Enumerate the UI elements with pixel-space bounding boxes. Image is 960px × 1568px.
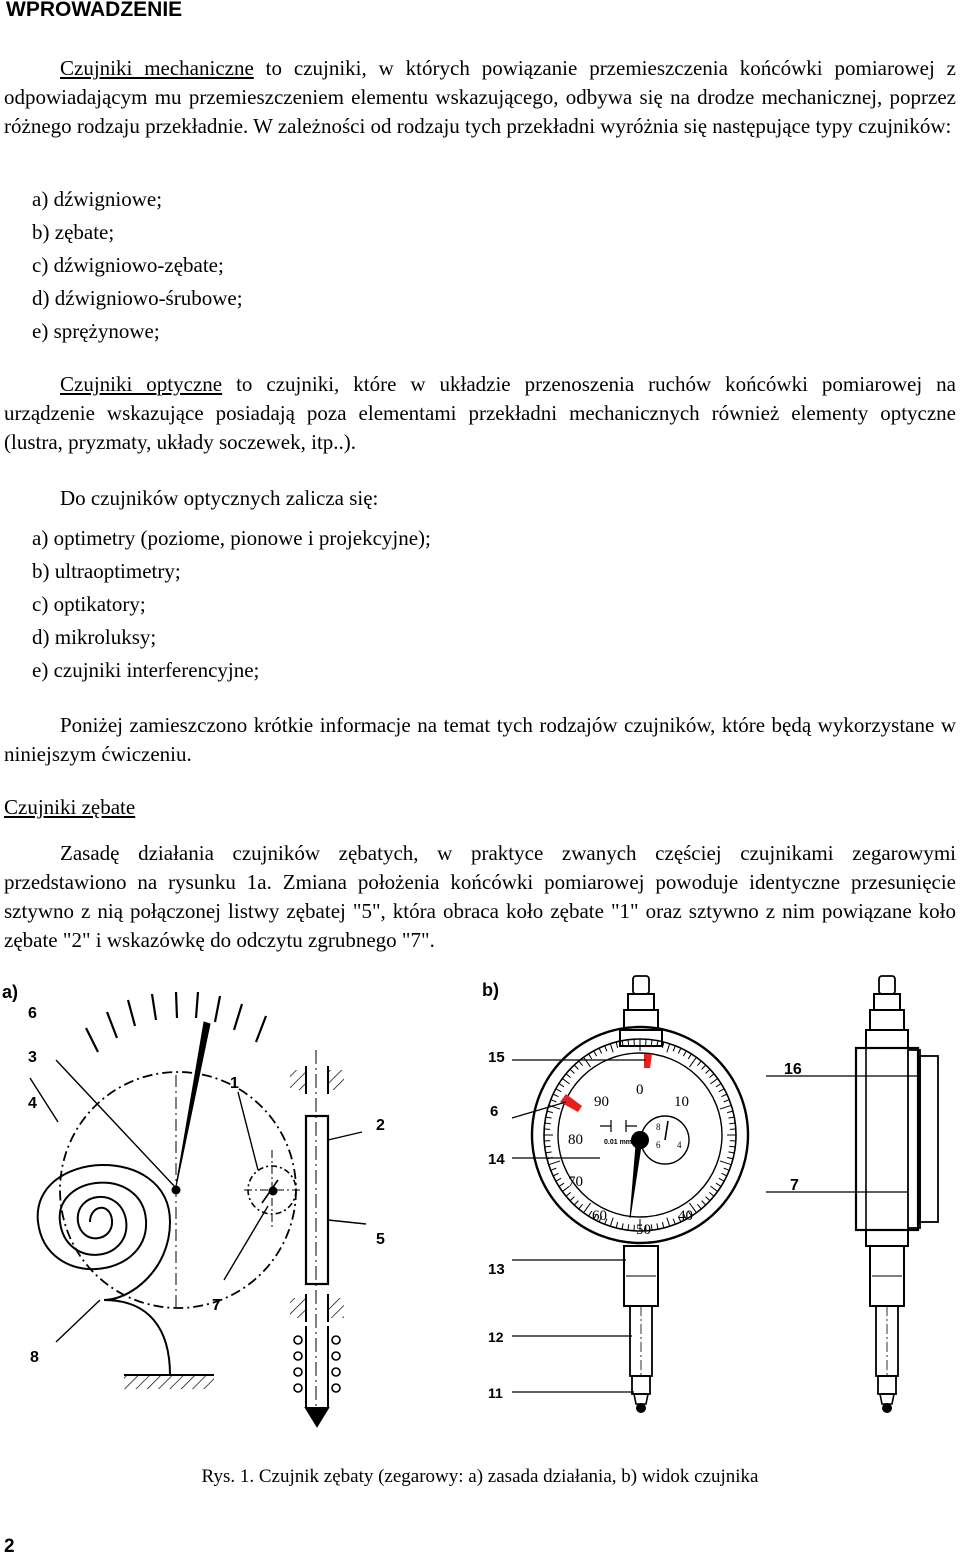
dial-tick	[651, 1224, 652, 1230]
tolerance-marker	[644, 1054, 652, 1068]
optical-term: Czujniki optyczne	[60, 372, 223, 396]
mechanical-types-list	[32, 183, 243, 348]
dial-tick	[729, 1123, 735, 1124]
diagram-principle	[30, 992, 366, 1426]
dial-tick	[728, 1117, 734, 1118]
dial-tick	[673, 1046, 675, 1052]
dial-tick	[628, 1224, 629, 1230]
dial-tick	[574, 1065, 578, 1069]
gauge-front-view	[512, 976, 748, 1412]
callout-label: 12	[488, 1329, 504, 1345]
dial-tick	[724, 1100, 730, 1102]
dial-tick	[549, 1161, 560, 1165]
dial-tick	[546, 1152, 552, 1153]
dial-tick	[720, 1105, 731, 1109]
dial-tick	[628, 1040, 629, 1046]
gauge-labels	[482, 980, 802, 1401]
dial-tick	[657, 1223, 658, 1229]
dial-tick	[553, 1173, 558, 1176]
dial-tick	[610, 1218, 613, 1227]
callout-label: 15	[488, 1049, 505, 1066]
dial-tick	[724, 1168, 730, 1170]
dial-gauge-paragraph	[4, 839, 956, 955]
optical-intro-text: Do czujników optycznych zalicza się:	[60, 486, 379, 510]
dial-tick	[622, 1223, 623, 1229]
optical-paragraph	[4, 370, 956, 457]
dial-tick	[562, 1079, 569, 1084]
dial-tick	[709, 1192, 714, 1196]
dial-tick	[570, 1069, 574, 1073]
callout-label: 7	[790, 1177, 799, 1194]
dial-tick	[719, 1089, 724, 1092]
dial-tick	[570, 1197, 574, 1201]
dial-tick	[706, 1069, 710, 1073]
dial-tick	[545, 1146, 551, 1147]
mechanical-term: Czujniki mechaniczne	[60, 56, 254, 80]
callout-label: 5	[376, 1231, 385, 1248]
callout-label: 7	[212, 1297, 221, 1314]
dial-tick	[683, 1051, 686, 1056]
dial-tick	[545, 1123, 551, 1124]
main-needle	[630, 1145, 641, 1218]
dial-tick	[579, 1061, 583, 1066]
rack	[306, 1116, 328, 1284]
dial-tick	[662, 1222, 663, 1228]
dial-tick	[553, 1094, 558, 1097]
dial-tick	[667, 1044, 670, 1053]
dial-tick	[616, 1042, 617, 1048]
callout-label: 16	[784, 1061, 802, 1078]
mechanical-text: to czujniki, w których powiązanie przemieszczenia końcówki pomiarowej z odpowiadającym mu przemieszczeniem elementu wskazującego, odbywa się na drodze mechanicznej, poprzez różnego rodzaju przekładnie. W zależności od rodzaju tych przekładni wyróżnia się następujące typy czujników:	[4, 56, 956, 138]
figure-caption: Rys. 1. Czujnik zębaty (zegarowy: a) zasada działania, b) widok czujnika	[201, 1466, 759, 1487]
dial-number: 60	[592, 1208, 607, 1224]
dial-tick	[551, 1100, 557, 1102]
dial-tick	[678, 1048, 681, 1053]
dial-tick	[697, 1061, 701, 1066]
list-item: d) dźwigniowo-śrubowe;	[32, 286, 243, 310]
dial-tick	[559, 1084, 564, 1087]
ball-bearings	[294, 1336, 340, 1392]
dial-tick	[574, 1201, 578, 1205]
small-dial-number: 4	[677, 1140, 682, 1150]
page-number: 2	[4, 1536, 15, 1557]
dial-tick	[706, 1197, 710, 1201]
dial-tick	[579, 1204, 583, 1209]
callout-label: 13	[488, 1261, 505, 1278]
below-text: Poniżej zamieszczono krótkie informacje na temat tych rodzajów czujników, które będą wykorzystane w niniejszym ćwiczeniu.	[4, 713, 956, 766]
list-item: a) optimetry (poziome, pionowe i projekcyjne);	[32, 526, 431, 550]
dial-tick	[728, 1152, 734, 1153]
callout-label: 6	[28, 1005, 37, 1022]
dial-tick	[551, 1168, 557, 1170]
list-item: b) ultraoptimetry;	[32, 559, 181, 583]
dial-tick	[721, 1173, 726, 1176]
dial-tick	[689, 1057, 696, 1067]
callout-label: 2	[376, 1117, 385, 1134]
list-item: d) mikroluksy;	[32, 625, 157, 649]
dial-tick	[697, 1204, 701, 1209]
dial-tick	[599, 1048, 602, 1053]
dial-tick	[584, 1203, 591, 1213]
dial-tick	[716, 1183, 721, 1186]
dial-number: 10	[674, 1094, 689, 1110]
dial-tick	[546, 1117, 552, 1118]
dial-tick	[727, 1157, 733, 1158]
dial-tick	[589, 1054, 592, 1059]
list-item: e) sprężynowe;	[32, 319, 160, 343]
callout-label: 14	[488, 1151, 505, 1168]
mechanical-paragraph	[4, 54, 956, 141]
list-item: e) czujniki interferencyjne;	[32, 658, 260, 682]
dial-tick	[729, 1146, 735, 1147]
dial-unit-label: 0.01 mm	[604, 1139, 633, 1146]
dial-tick	[709, 1074, 714, 1078]
callout-label: 4	[28, 1095, 37, 1112]
spiral-spring	[38, 1165, 170, 1375]
list-item: c) optikatory;	[32, 592, 146, 616]
list-item: c) dźwigniowo-zębate;	[32, 253, 224, 277]
dial-tick	[719, 1178, 724, 1181]
dial-tick	[547, 1111, 553, 1112]
scale-ticks	[86, 992, 266, 1052]
dial-number: 0	[636, 1082, 644, 1098]
dial-tick	[584, 1057, 591, 1067]
dial-tick	[616, 1222, 617, 1228]
dial-tick	[594, 1051, 597, 1056]
dial-tick	[651, 1040, 652, 1046]
dial-number: 80	[568, 1132, 583, 1148]
callout-label: 11	[488, 1385, 503, 1401]
dial-tick	[710, 1079, 717, 1084]
dial-tick	[610, 1044, 613, 1053]
optical-types-list	[32, 522, 431, 687]
optical-intro-paragraph	[4, 484, 956, 513]
subsection-title: Czujniki zębate	[4, 795, 136, 819]
dial-tick	[667, 1218, 670, 1227]
figure-drawing	[0, 970, 960, 1450]
section-heading: WPROWADZENIE	[6, 0, 183, 21]
dial-tick	[605, 1046, 607, 1052]
dial-tick	[566, 1074, 571, 1078]
callout-label: 8	[30, 1349, 39, 1366]
dial-number: 40	[678, 1208, 693, 1224]
callout-label: 1	[230, 1075, 239, 1092]
dial-number: 70	[568, 1174, 583, 1190]
dial-tick	[727, 1111, 733, 1112]
dial-tick	[721, 1094, 726, 1097]
figure-part-a-label: a)	[2, 982, 19, 1002]
dial-number: 50	[636, 1222, 651, 1238]
list-item: a) dźwigniowe;	[32, 187, 163, 211]
dial-tick	[702, 1065, 706, 1069]
callout-label: 3	[28, 1049, 37, 1066]
dial-tick	[716, 1084, 721, 1087]
dial-tick	[688, 1054, 691, 1059]
small-dial-number: 6	[656, 1140, 661, 1150]
list-item: b) zębate;	[32, 220, 115, 244]
dial-number: 90	[594, 1094, 609, 1110]
optical-text: to czujniki, które w układzie przenoszenia ruchów końcówki pomiarowej na urządzenie wskazujące posiadają poza elementami przekładni mechanicznych również elementy optyczne (lustra, pryzmaty, układy soczewek, itp..).	[4, 372, 956, 454]
dial-tick	[556, 1089, 561, 1092]
dial-tick	[559, 1183, 564, 1186]
below-paragraph	[4, 711, 956, 769]
dial-tick	[702, 1201, 706, 1205]
dial-tick	[673, 1219, 675, 1225]
dial-tick	[556, 1178, 561, 1181]
figure-dial-gauge	[0, 970, 960, 1450]
dial-gauge-text: Zasadę działania czujników zębatych, w praktyce zwanych częściej czujnikami zegarowymi przedstawiono na rysunku 1a. Zmiana położenia końcówki pomiarowej powoduje identyczne przesunięcie sztywno z nią połączonej listwy zębatej "5", która obraca koło zębate "1" oraz sztywno z nim powiązane koło zębate "2" i wskazówkę do odczytu zgrubnego "7".	[4, 841, 956, 952]
dial-tick	[720, 1161, 731, 1165]
dial-tick	[710, 1186, 717, 1191]
pointer	[175, 1022, 210, 1192]
small-dial-number: 8	[656, 1122, 661, 1132]
gauge-side-view	[766, 976, 938, 1412]
figure-part-b-label: b)	[482, 980, 499, 1000]
callout-label: 6	[490, 1103, 499, 1120]
dial-tick	[566, 1192, 571, 1196]
